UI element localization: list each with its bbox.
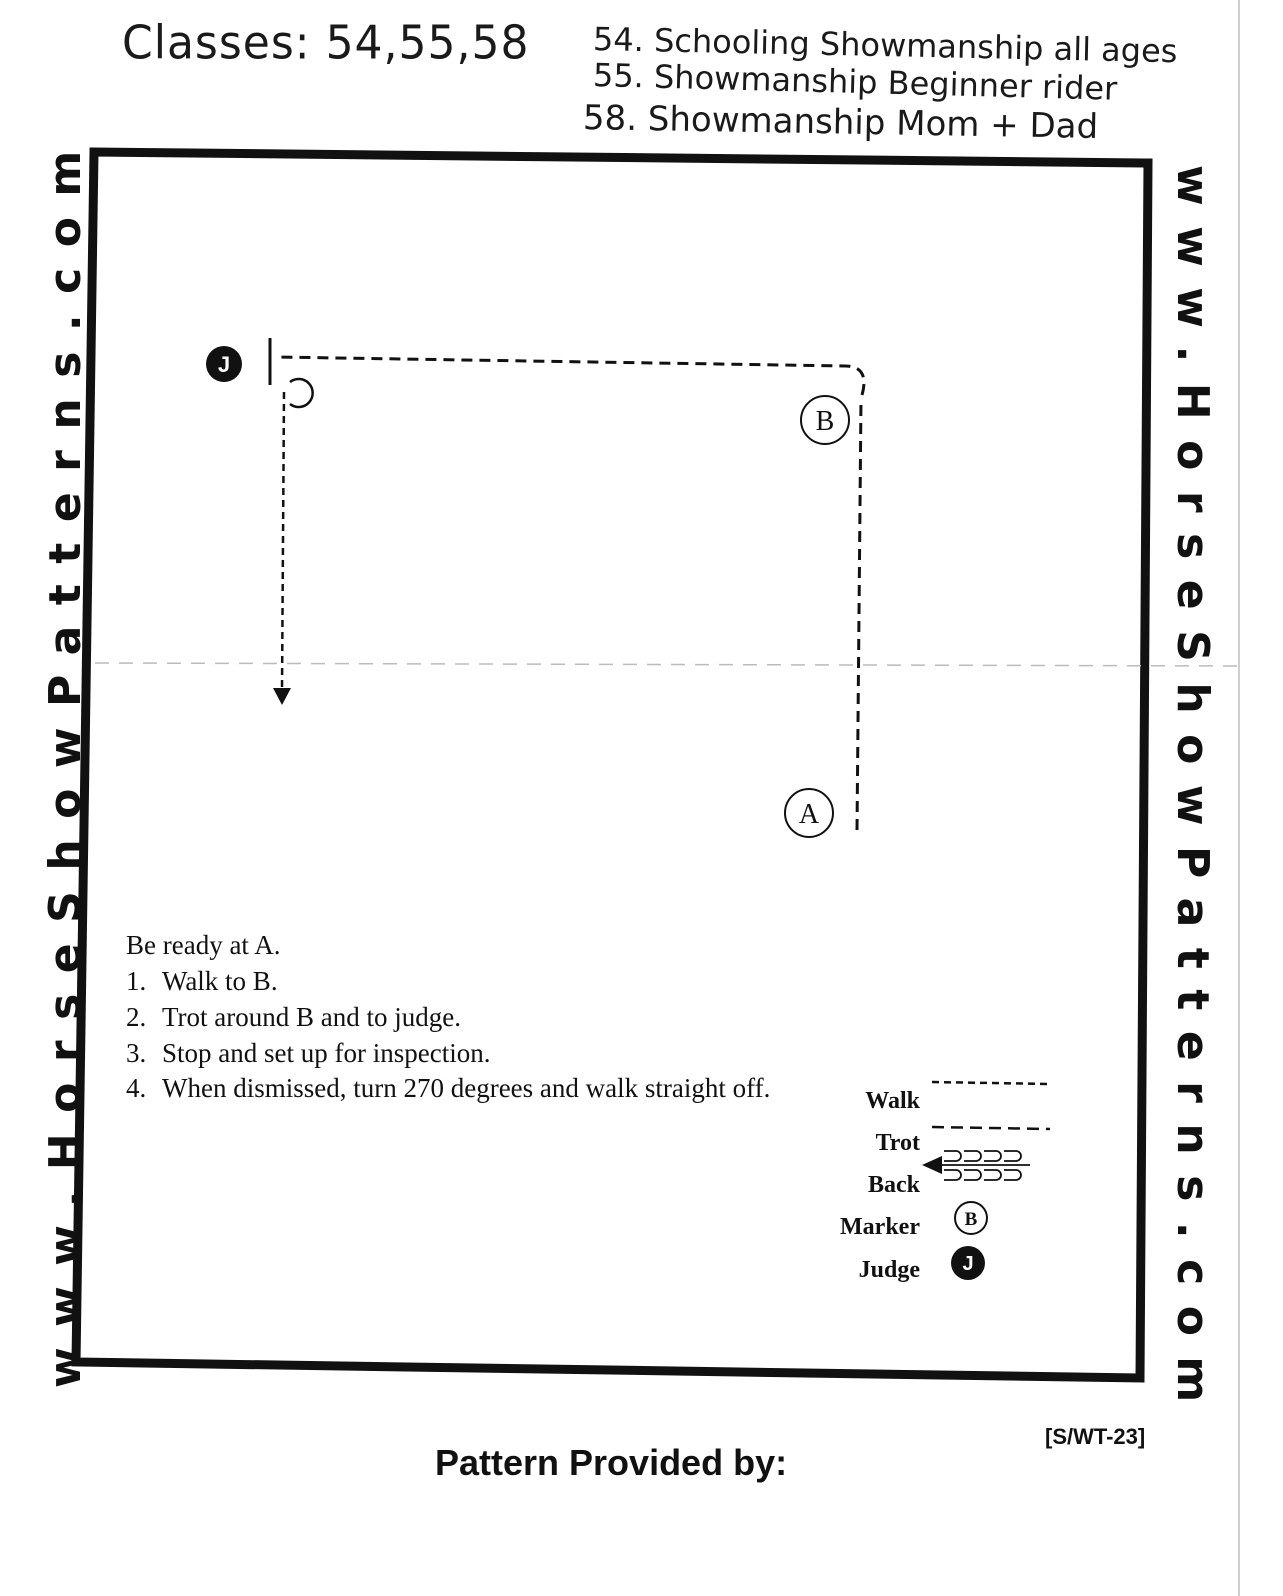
step-3 <box>126 1038 490 1069</box>
step-2 <box>126 1002 461 1033</box>
class-58-note: 58. Showmanship Mom + Dad <box>582 98 1099 147</box>
legend-walk-label: Walk <box>865 1088 920 1114</box>
step-2-text: Trot around B and to judge. <box>162 1002 461 1032</box>
class-55-note: 55. Showmanship Beginner rider <box>592 56 1118 108</box>
provided-by-heading: Pattern Provided by: <box>435 1442 788 1483</box>
step-1-text: Walk to B. <box>162 966 278 996</box>
arena-border <box>76 152 1148 1378</box>
step-2-number: 2. <box>126 1002 147 1032</box>
left-website-text: www.HorseShowPatterns.com <box>40 130 91 1388</box>
legend-trot-label: Trot <box>875 1130 920 1156</box>
marker-b-letter: B <box>815 406 835 437</box>
step-4 <box>126 1073 770 1104</box>
step-3-text: Stop and set up for inspection. <box>162 1038 491 1068</box>
trot-path-to-judge <box>275 357 864 395</box>
step-4-text: When dismissed, turn 270 degrees and walk straight off. <box>162 1073 771 1103</box>
step-4-number: 4. <box>126 1073 147 1103</box>
legend-trot-symbol <box>932 1127 1050 1129</box>
walk-off-arrowhead <box>273 688 291 705</box>
step-1 <box>126 966 278 997</box>
fold-line <box>95 663 1245 666</box>
judge-letter: J <box>217 352 231 377</box>
classes-heading: Classes: 54,55,58 <box>122 16 530 71</box>
legend-back-label: Back <box>867 1172 920 1198</box>
class-54-note: 54. Schooling Showmanship all ages <box>592 20 1178 71</box>
legend-judge-label: Judge <box>858 1257 920 1283</box>
legend-marker-label: Marker <box>840 1214 920 1240</box>
legend-marker-letter: B <box>964 1209 978 1230</box>
legend-back-symbol <box>922 1151 1030 1180</box>
right-website-text: www.HorseShowPatterns.com <box>1167 165 1218 1423</box>
ready-instruction: Be ready at A. <box>126 930 281 960</box>
marker-a-letter: A <box>798 799 820 830</box>
trot-path-a-to-b <box>857 398 861 830</box>
pattern-code: [S/WT-23] <box>1045 1424 1146 1449</box>
walk-off-path <box>282 392 284 690</box>
step-3-number: 3. <box>126 1038 147 1068</box>
turn-arc <box>290 379 313 407</box>
legend-judge-letter: J <box>962 1253 974 1275</box>
legend-walk-symbol <box>932 1082 1050 1084</box>
step-1-number: 1. <box>126 966 147 996</box>
